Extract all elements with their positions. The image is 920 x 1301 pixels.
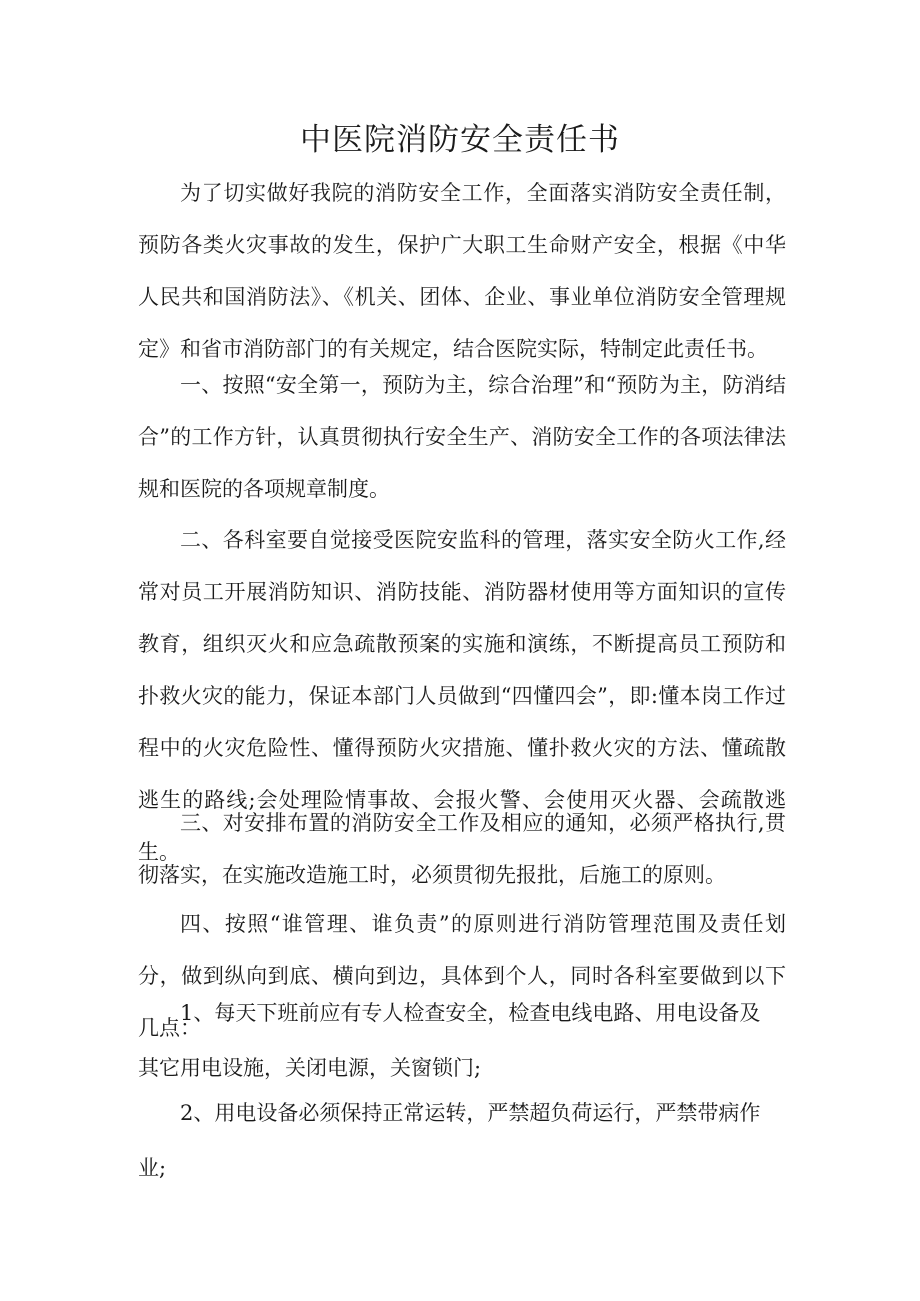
item-one-line-two: 其它用电设施，关闭电源，关窗锁门; [138, 1056, 482, 1080]
item-one-line-one: 1、每天下班前应有专人检查安全，检查电线电路、用电设备及 [180, 1001, 761, 1025]
clause-three-paragraph: 三、对安排布置的消防安全工作及相应的通知，必须严格执行,贯彻落实，在实施改造施工时，必须贯彻先报批，后施工的原则。 [138, 811, 786, 887]
page-title: 中医院消防安全责任书 [300, 122, 620, 158]
intro-paragraph: 为了切实做好我院的消防安全工作，全面落实消防安全责任制，预防各类火灾事故的发生，保护广大职工生命财产安全，根据《中华人民共和国消防法》、《机关、团体、企业、事业单位消防安全管理规定》和省市消防部门的有关规定，结合医院实际，特制定此责任书。 [138, 181, 786, 361]
clause-two-paragraph: 二、各科室要自觉接受医院安监科的管理，落实安全防火工作,经常对员工开展消防知识、消防技能、消防器材使用等方面知识的宣传教育，组织灭火和应急疏散预案的实施和演练，不断提高员工预防和扑救火灾的能力，保证本部门人员做到“四懂四会”，即:懂本岗工作过程中的火灾危险性、懂得预防火灾措施、懂扑救火灾的方法、懂疏散逃生的路线;会处理险情事故、会报火警、会使用灭火器、会疏散逃生。 [138, 528, 786, 864]
item-two-line-one: 2、用电设备必须保持正常运转，严禁超负荷运行，严禁带病作 [180, 1101, 761, 1125]
item-two-line-two: 业; [138, 1156, 167, 1180]
clause-four-paragraph: 四、按照“谁管理、谁负责”的原则进行消防管理范围及责任划分，做到纵向到底、横向到边，具体到个人，同时各科室要做到以下几点： [138, 912, 786, 1040]
clause-one-paragraph: 一、按照“安全第一，预防为主，综合治理”和“预防为主，防消结合”的工作方针，认真贯彻执行安全生产、消防安全工作的各项法律法规和医院的各项规章制度。 [138, 373, 786, 501]
